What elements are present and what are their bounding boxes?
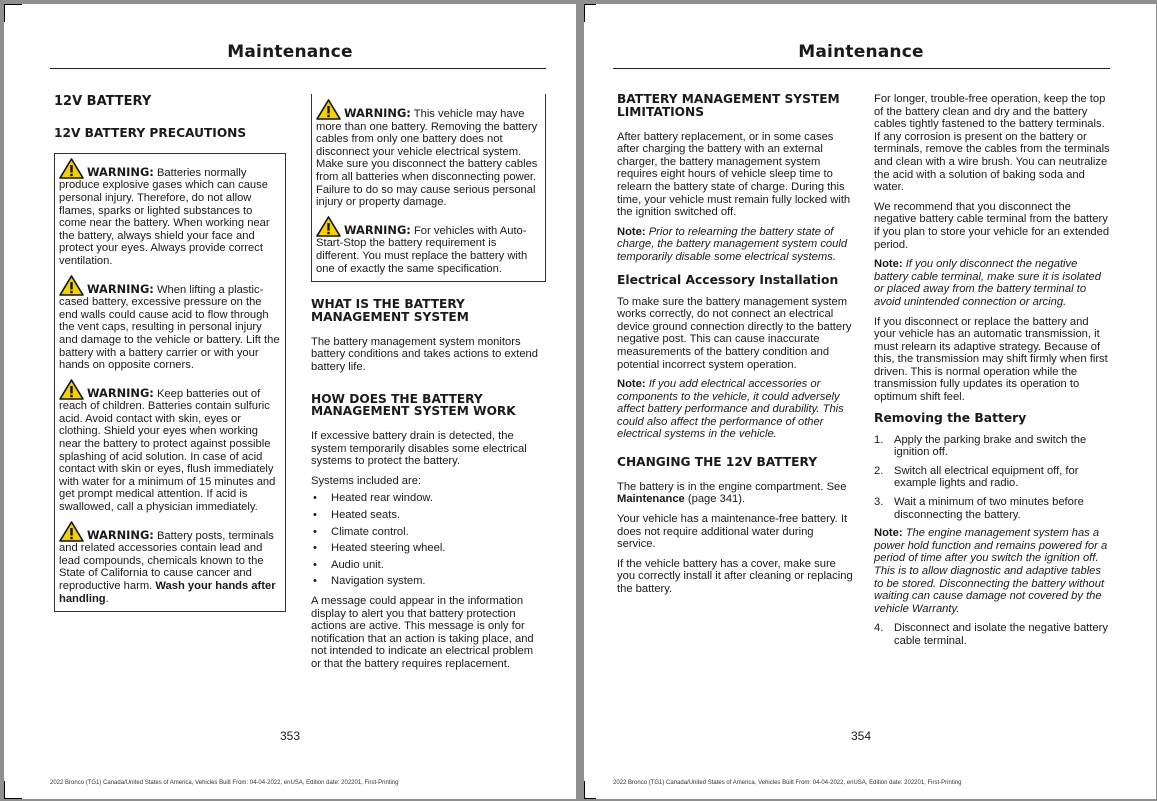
bms-text: The battery management system monitors battery conditions and takes actions to extend battery life. — [311, 335, 539, 373]
warning-paragraph: WARNING: For vehicles with Auto-Start-Stop the battery requirement is different. You must replace the battery with one of exactly the same specification. — [316, 216, 542, 275]
note-paragraph: Note: The engine management system has a power hold function and remains powered for a period of time after you switch the ignition off. This is to allow diagnostic and adaptive tables to be stored. Disconnecting the battery without waiting can cause damage not covered by the vehicle Warranty. — [874, 527, 1108, 615]
header-rule — [613, 68, 1110, 69]
longer-operation-text: For longer, trouble-free operation, keep the top of the battery clean and dry and the battery cables tightly fastened to the battery terminals. If any corrosion is present on the battery or terminals, remove the cables from the terminals and clean with a wire brush. You can neutralize the acid with a solution of baking soda and water. — [874, 93, 1110, 194]
warning-box-continued — [311, 94, 546, 282]
cover-text: If the vehicle battery has a cover, make sure you correctly install it after cleaning or replacing the battery. — [617, 557, 853, 596]
warning-triangle-icon — [316, 216, 341, 237]
limitations-text: After battery replacement, or in some cases after charging the battery with an external charger, the battery management system requires eight hours of vehicle sleep time to relearn the battery state of charge. During this time, your vehicle must remain fully locked with the ignition switched off. — [617, 130, 851, 219]
list-item: 4. Disconnect and isolate the negative battery cable terminal. — [874, 622, 1108, 647]
message-text: A message could appear in the information display to alert you that battery protection actions are active. This message is only for notification that an action is taking place, and not intended to indicate an electrical problem or that the battery requires replacement. — [311, 595, 534, 670]
changing-text: The battery is in the engine compartment. See Maintenance (page 341). — [617, 480, 847, 506]
bms-title: WHAT IS THE BATTERY MANAGEMENT SYSTEM — [311, 297, 469, 324]
page-footer: 2022 Bronco (TG1) Canada/United States of America, Vehicles Built From: 04-04-2022, enUSA, Edition date: 202201, First-Printing — [50, 780, 399, 786]
header-rule — [50, 68, 546, 69]
right-column-2 — [874, 93, 1110, 654]
page-number: 354 — [850, 729, 872, 743]
note-paragraph: Note: If you only disconnect the negative battery cable terminal, make sure it is isolated or placed away from the battery terminal to avoid unintended connection or arcing. — [874, 258, 1101, 308]
subsection-title: 12V BATTERY PRECAUTIONS — [54, 126, 247, 140]
warning-paragraph: WARNING: Keep batteries out of reach of children. Batteries contain sulfuric acid. Avoid contact with skin, eyes or clothing. Shield your eyes when working near the battery to protect against possible splashing of acid solution. In case of acid contact with skin or eyes, flush immediately with water for a minimum of 15 minutes and get prompt medical attention. If acid is swallowed, call a physician immediately. — [59, 379, 282, 514]
note-paragraph: Note: Prior to relearning the battery state of charge, the battery management system could temporarily disable some electrical systems. — [617, 225, 848, 263]
warning-triangle-icon — [59, 158, 84, 179]
warning-paragraph: WARNING: Batteries normally produce explosive gases which can cause personal injury. Therefore, do not allow flames, sparks or lighted substances to come near the battery. When working near the battery, always shield your face and protect your eyes. Always provide correct ventilation. — [59, 158, 282, 268]
removing-title: Removing the Battery — [874, 410, 1027, 425]
note-paragraph: Note: If you add electrical accessories or components to the vehicle, it could adversely affect battery performance and durability. This could also affect the performance of other electrical systems in the vehicle. — [617, 378, 844, 441]
bms-work-title: HOW DOES THE BATTERY MANAGEMENT SYSTEM WORK — [311, 391, 516, 419]
list-item: • Audio unit. — [311, 559, 546, 572]
warning-triangle-icon — [59, 521, 84, 542]
limitations-title: BATTERY MANAGEMENT SYSTEM LIMITATIONS — [617, 92, 840, 119]
list-item: 1. Apply the parking brake and switch the ignition off. — [874, 433, 1087, 459]
warning-paragraph: WARNING: This vehicle may have more than one battery. Removing the battery cables from only one battery does not disconnect your vehicle electrical system. Make sure you disconnect the battery cables from all batteries when disconnecting power. Failure to do so may cause serious personal injury or property damage. — [316, 99, 542, 209]
list-item: 2. Switch all electrical equipment off, for example lights and radio. — [874, 464, 1079, 490]
list-item: • Heated rear window. — [311, 492, 546, 505]
list-item: • Climate control. — [311, 526, 546, 539]
list-item: • Navigation system. — [311, 575, 546, 588]
systems-intro: Systems included are: — [311, 474, 422, 487]
page-number: 353 — [279, 729, 301, 743]
changing-title: CHANGING THE 12V BATTERY — [617, 455, 818, 470]
removal-steps-continued — [874, 622, 1110, 647]
accessory-text: To make sure the battery management system works correctly, do not connect an electrical device ground connection directly to the battery negative post. This can cause inaccurate measurements of the battery condition and potential incorrect system operation. — [617, 295, 852, 371]
warning-triangle-icon — [316, 99, 341, 120]
section-title: 12V BATTERY — [54, 94, 152, 109]
page-footer: 2022 Bronco (TG1) Canada/United States of America, Vehicles Built From: 04-04-2022, enUSA, Edition date: 202201, First-Printing — [613, 780, 962, 786]
bms-work-text: If excessive battery drain is detected, the system temporarily disables some electrical systems to protect the battery. — [311, 430, 527, 468]
left-column-1 — [54, 95, 286, 612]
page-353 — [4, 4, 576, 799]
accessory-title: Electrical Accessory Installation — [617, 272, 839, 287]
page-header: Maintenance — [227, 42, 353, 62]
removal-steps — [874, 434, 1110, 522]
list-item: • Heated steering wheel. — [311, 542, 546, 555]
page-header: Maintenance — [798, 42, 924, 62]
left-column-2 — [311, 94, 546, 678]
maintenance-free-text: Your vehicle has a maintenance-free battery. It does not require additional water during service. — [617, 513, 848, 551]
systems-list — [311, 492, 546, 588]
page-354 — [584, 4, 1156, 799]
warning-box — [54, 153, 286, 612]
recommend-text: We recommend that you disconnect the negative battery cable terminal from the battery if you plan to store your vehicle for an extended period. — [874, 200, 1110, 251]
relearn-text: If you disconnect or replace the battery and your vehicle has an automatic transmission, it must relearn its adaptive strategy. Because of this, the transmission may shift firmly when first driven. This is normal operation while the transmission fully updates its operation to optimum shift feel. — [874, 315, 1108, 404]
maintenance-link[interactable]: Maintenance — [617, 493, 685, 506]
warning-paragraph: WARNING: When lifting a plastic-cased battery, excessive pressure on the end walls could cause acid to flow through the vent caps, resulting in personal injury and damage to the vehicle or battery. Lift the battery with a battery carrier or with your hands on opposite corners. — [59, 275, 282, 372]
warning-paragraph: WARNING: Battery posts, terminals and related accessories contain lead and lead compounds, chemicals known to the State of California to cause cancer and reproductive harm. Wash your hands after handling. — [59, 521, 282, 606]
warning-triangle-icon — [59, 275, 84, 296]
list-item: 3. Wait a minimum of two minutes before disconnecting the battery. — [874, 496, 1084, 521]
right-column-1 — [617, 93, 853, 603]
warning-triangle-icon — [59, 379, 84, 400]
list-item: • Heated seats. — [311, 509, 546, 522]
